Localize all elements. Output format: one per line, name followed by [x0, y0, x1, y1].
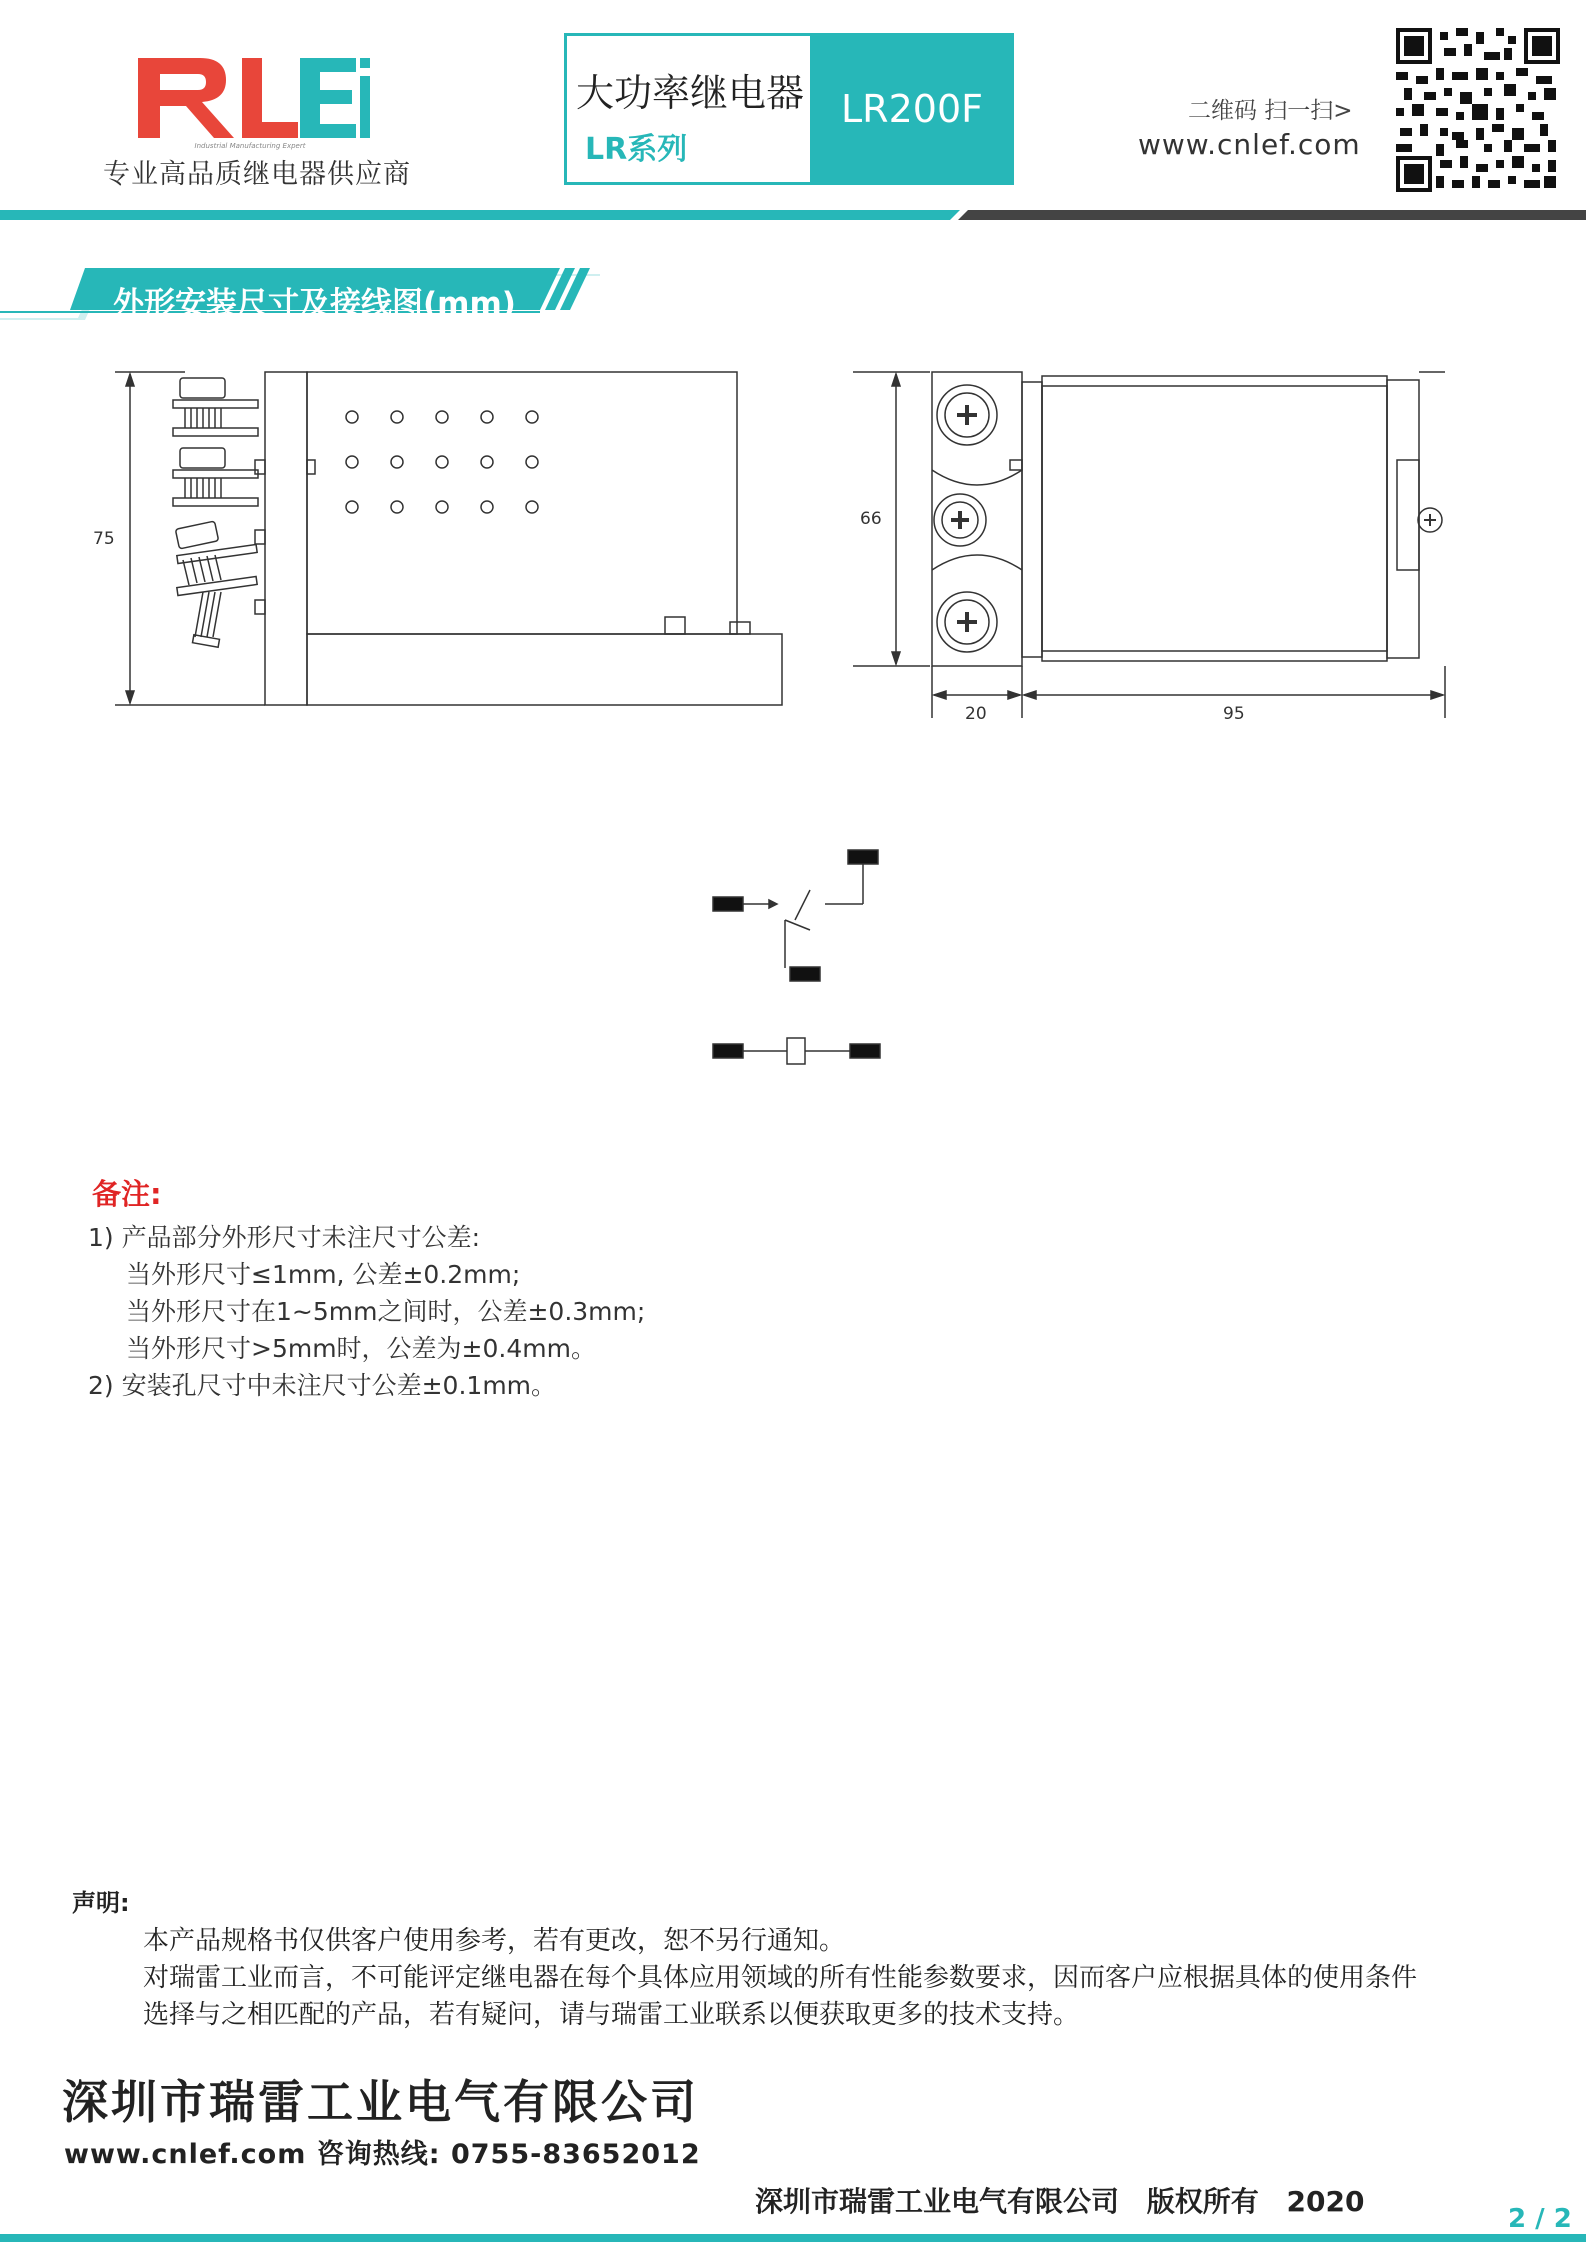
footer-copyright: 深圳市瑞雷工业电气有限公司 版权所有 2020	[755, 2185, 1365, 2218]
product-title: 大功率继电器	[576, 71, 805, 115]
declaration-line: 选择与之相匹配的产品，若有疑问，请与瑞雷工业联系以便获取更多的技术支持。	[143, 2000, 1080, 2030]
qr-code-icon	[1396, 28, 1560, 192]
header-website[interactable]: www.cnlef.com	[1138, 128, 1361, 161]
footer-divider	[0, 2234, 1586, 2242]
qr-label: 二维码 扫一扫>	[1188, 98, 1353, 124]
footer-contact[interactable]: www.cnlef.com 咨询热线: 0755-83652012	[64, 2139, 701, 2170]
declaration-line: 本产品规格书仅供客户使用参考，若有更改，恕不另行通知。	[143, 1926, 846, 1956]
dimension-drawing	[85, 360, 1505, 1080]
note-line: 当外形尺寸>5mm时，公差为±0.4mm。	[126, 1334, 596, 1363]
note-line: 当外形尺寸≤1mm, 公差±0.2mm;	[126, 1260, 521, 1289]
note-line: 2) 安装孔尺寸中未注尺寸公差±0.1mm。	[88, 1371, 557, 1400]
dimension-label-width-b: 95	[1223, 704, 1245, 724]
declaration-title: 声明:	[72, 1889, 130, 1917]
dimension-label-left-height: 75	[93, 529, 115, 549]
company-tagline: 专业高品质继电器供应商	[103, 159, 411, 190]
company-logo	[130, 50, 370, 150]
note-line: 当外形尺寸在1~5mm之间时，公差±0.3mm;	[126, 1297, 646, 1326]
declaration-line: 对瑞雷工业而言，不可能评定继电器在每个具体应用领域的所有性能参数要求，因而客户应根据具体的使用条件	[143, 1963, 1418, 1993]
note-line: 1) 产品部分外形尺寸未注尺寸公差:	[88, 1223, 481, 1252]
page-number: 2 / 2	[1508, 2204, 1572, 2234]
product-title-box	[564, 33, 1014, 185]
section-title: 外形安装尺寸及接线图(mm)	[113, 286, 516, 322]
header-divider	[0, 210, 1586, 220]
product-model: LR200F	[810, 36, 1014, 182]
dimension-label-right-height: 66	[860, 509, 882, 529]
logo-subtext: Industrial Manufacturing Expert	[194, 142, 306, 150]
footer-company-name: 深圳市瑞雷工业电气有限公司	[62, 2075, 699, 2129]
dimension-label-width-a: 20	[965, 704, 987, 724]
product-series: LR系列	[585, 132, 688, 167]
notes-title: 备注:	[92, 1177, 162, 1211]
